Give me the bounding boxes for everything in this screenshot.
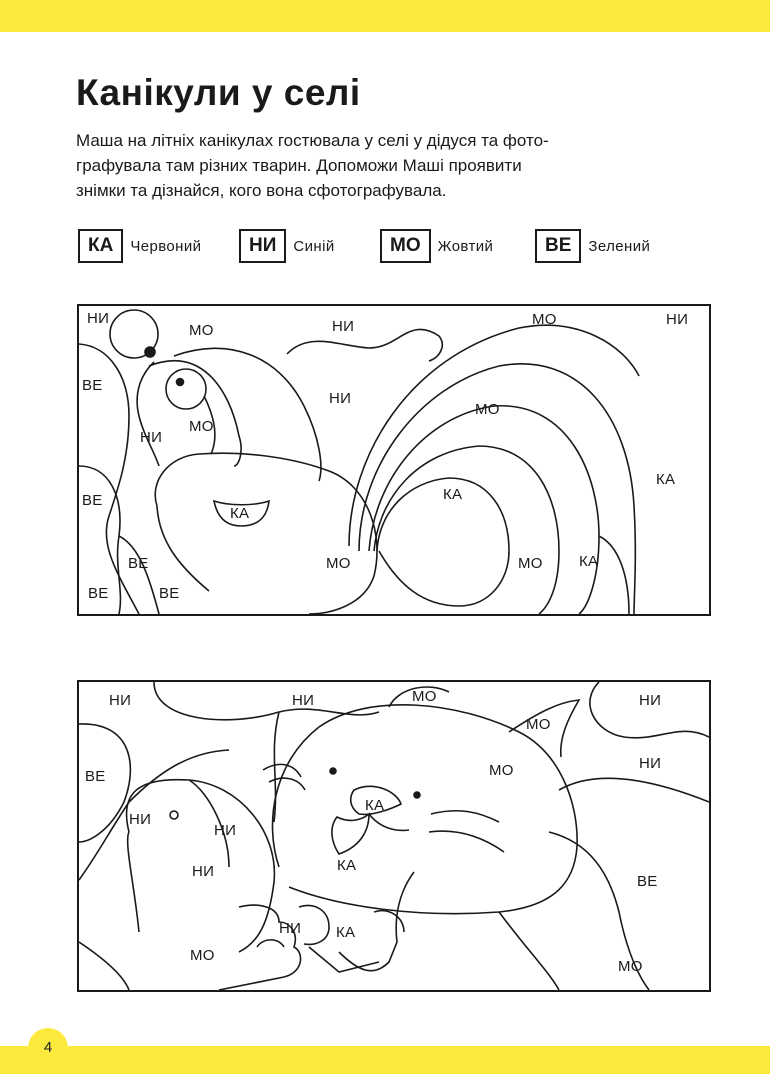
- region-label: ВЕ: [82, 492, 103, 509]
- region-label: КА: [365, 797, 385, 814]
- legend-syllable-box: МО: [380, 229, 431, 263]
- legend-color-label: Жовтий: [437, 237, 494, 255]
- picture-2-line-art: [79, 682, 709, 990]
- region-label: МО: [190, 947, 215, 964]
- region-label: МО: [475, 401, 500, 418]
- region-label: НИ: [292, 692, 315, 709]
- region-label: ВЕ: [637, 873, 658, 890]
- region-label: КА: [656, 471, 676, 488]
- region-label: МО: [532, 311, 557, 328]
- coloring-picture-2[interactable]: [77, 680, 711, 992]
- region-label: НИ: [214, 822, 237, 839]
- region-label: МО: [526, 716, 551, 733]
- legend-syllable-box: КА: [78, 229, 123, 263]
- page-title: Канікули у селі: [76, 72, 361, 113]
- instruction-line: Маша на літніх канікулах гостювала у селі у дідуся та фото-: [76, 131, 549, 150]
- legend-item-red: [78, 229, 201, 263]
- region-label: ВЕ: [82, 377, 103, 394]
- region-label: НИ: [639, 692, 662, 709]
- legend-syllable-box: НИ: [239, 229, 286, 263]
- region-label: ВЕ: [159, 585, 180, 602]
- region-label: МО: [412, 688, 437, 705]
- region-label: МО: [326, 555, 351, 572]
- region-label: МО: [618, 958, 643, 975]
- picture-1-line-art: [79, 306, 709, 614]
- region-label: ВЕ: [128, 555, 149, 572]
- region-label: МО: [189, 418, 214, 435]
- region-label: НИ: [140, 429, 163, 446]
- region-label: КА: [230, 505, 250, 522]
- region-label: НИ: [332, 318, 355, 335]
- legend-item-green: [535, 229, 650, 263]
- region-label: КА: [337, 857, 357, 874]
- region-label: НИ: [639, 755, 662, 772]
- region-label: НИ: [329, 390, 352, 407]
- region-label: КА: [443, 486, 463, 503]
- legend-color-label: Синій: [293, 237, 335, 255]
- legend-item-yellow: [380, 229, 493, 263]
- top-color-band: [0, 0, 770, 32]
- page-number: 4: [28, 1028, 68, 1068]
- instruction-line: знімки та дізнайся, кого вона сфотографувала.: [76, 181, 447, 200]
- instruction-line: графувала там різних тварин. Допоможи Маші проявити: [76, 156, 522, 175]
- region-label: МО: [189, 322, 214, 339]
- bottom-color-band: [0, 1046, 770, 1074]
- region-label: МО: [489, 762, 514, 779]
- region-label: КА: [336, 924, 356, 941]
- region-label: ВЕ: [85, 768, 106, 785]
- legend-color-label: Червоний: [130, 237, 202, 255]
- region-label: НИ: [666, 311, 689, 328]
- region-label: КА: [579, 553, 599, 570]
- legend-color-label: Зелений: [588, 237, 651, 255]
- region-label: НИ: [129, 811, 152, 828]
- region-label: ВЕ: [88, 585, 109, 602]
- region-label: МО: [518, 555, 543, 572]
- legend-syllable-box: ВЕ: [535, 229, 581, 263]
- region-label: НИ: [192, 863, 215, 880]
- region-label: НИ: [109, 692, 132, 709]
- legend-item-blue: [239, 229, 335, 263]
- task-instructions: [76, 128, 636, 203]
- coloring-picture-1[interactable]: [77, 304, 711, 616]
- region-label: НИ: [279, 920, 302, 937]
- region-label: НИ: [87, 310, 110, 327]
